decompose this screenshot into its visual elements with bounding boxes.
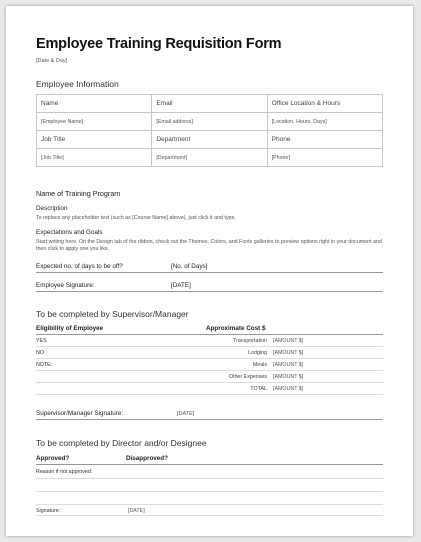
director-signature-label: Signature:: [36, 508, 61, 514]
table-row: [36, 383, 383, 395]
cost-total-label: TOTAL: [250, 385, 267, 392]
cost-total-field[interactable]: [AMOUNT $]: [273, 385, 304, 392]
cost-header: Approximate Cost $: [206, 325, 266, 332]
expectations-text[interactable]: Start writing here. On the Design tab of the ribbon, check out the Themes, Colors, and Fonts galleries to preview options right in your document and then click to apply one you like.: [36, 239, 382, 252]
job-title-field[interactable]: [Job Title]: [37, 149, 152, 167]
office-label: Office Location & Hours: [267, 95, 382, 113]
office-location-field[interactable]: [Location, Hours, Days]: [267, 113, 382, 131]
reason-line[interactable]: [36, 492, 383, 505]
form-page: [6, 6, 413, 536]
disapproved-label[interactable]: Disapproved?: [126, 455, 168, 462]
director-heading: To be completed by Director and/or Designee: [36, 438, 207, 448]
phone-field[interactable]: [Phone]: [267, 149, 382, 167]
training-program-title[interactable]: Name of Training Program: [36, 189, 121, 198]
employee-signature-date[interactable]: [DATE]: [171, 282, 191, 289]
employee-info-heading: Employee Information: [36, 79, 119, 89]
reason-line[interactable]: [36, 479, 383, 492]
email-field[interactable]: [Email address]: [152, 113, 267, 131]
table-row: [37, 95, 383, 113]
description-text[interactable]: To replace any placeholder text (such as [Course Name] above), just click it and type.: [36, 215, 236, 221]
supervisor-signature-date[interactable]: [DATE]: [177, 411, 195, 417]
reason-label[interactable]: Reason if not approved:: [36, 469, 383, 479]
cost-item-label: Lodging: [248, 349, 267, 356]
employee-signature-label: Employee Signature:: [36, 282, 95, 289]
form-date[interactable]: [Date & Day]: [36, 58, 68, 64]
form-title: Employee Training Requisition Form: [36, 36, 282, 52]
table-row: [36, 359, 383, 371]
eligibility-header: Eligibility of Employee: [36, 325, 104, 332]
director-approval-row: [36, 455, 383, 465]
eligibility-yes[interactable]: YES: [36, 337, 47, 344]
supervisor-signature-row: [36, 407, 383, 420]
employee-signature-row: [36, 279, 383, 292]
supervisor-table-header: [36, 325, 383, 335]
approved-label[interactable]: Approved?: [36, 455, 70, 462]
table-row: [36, 371, 383, 383]
phone-label: Phone: [267, 131, 382, 149]
eligibility-no[interactable]: NO: [36, 349, 44, 356]
cost-item-label: Other Expenses: [229, 373, 267, 380]
department-field[interactable]: [Department]: [152, 149, 267, 167]
employee-info-table: [36, 94, 383, 167]
cost-amount-field[interactable]: [AMOUNT $]: [273, 373, 304, 380]
table-row: [37, 113, 383, 131]
job-title-label: Job Title: [37, 131, 152, 149]
supervisor-signature-label: Supervisor/Manager Signature:: [36, 410, 124, 417]
description-heading: Description: [36, 205, 68, 212]
cost-amount-field[interactable]: [AMOUNT $]: [273, 361, 304, 368]
cost-amount-field[interactable]: [AMOUNT $]: [273, 337, 304, 344]
days-off-label: Expected no. of days to be off?: [36, 263, 123, 270]
cost-item-label: Meals: [252, 361, 267, 368]
cost-item-label: Transportation: [233, 337, 267, 344]
table-row: [36, 347, 383, 359]
name-label: Name: [37, 95, 152, 113]
note-label[interactable]: NOTE:: [36, 361, 53, 368]
supervisor-heading: To be completed by Supervisor/Manager: [36, 309, 189, 319]
table-row: [37, 131, 383, 149]
table-row: [36, 335, 383, 347]
department-label: Department: [152, 131, 267, 149]
employee-name-field[interactable]: [Employee Name]: [37, 113, 152, 131]
cost-amount-field[interactable]: [AMOUNT $]: [273, 349, 304, 356]
days-off-field[interactable]: [No. of Days]: [171, 263, 208, 270]
table-row: [37, 149, 383, 167]
director-signature-date[interactable]: [DATE]: [128, 508, 145, 514]
expectations-heading: Expectations and Goals: [36, 229, 103, 236]
email-label: Email: [152, 95, 267, 113]
director-signature-row: [36, 505, 383, 516]
days-off-row: [36, 260, 383, 273]
